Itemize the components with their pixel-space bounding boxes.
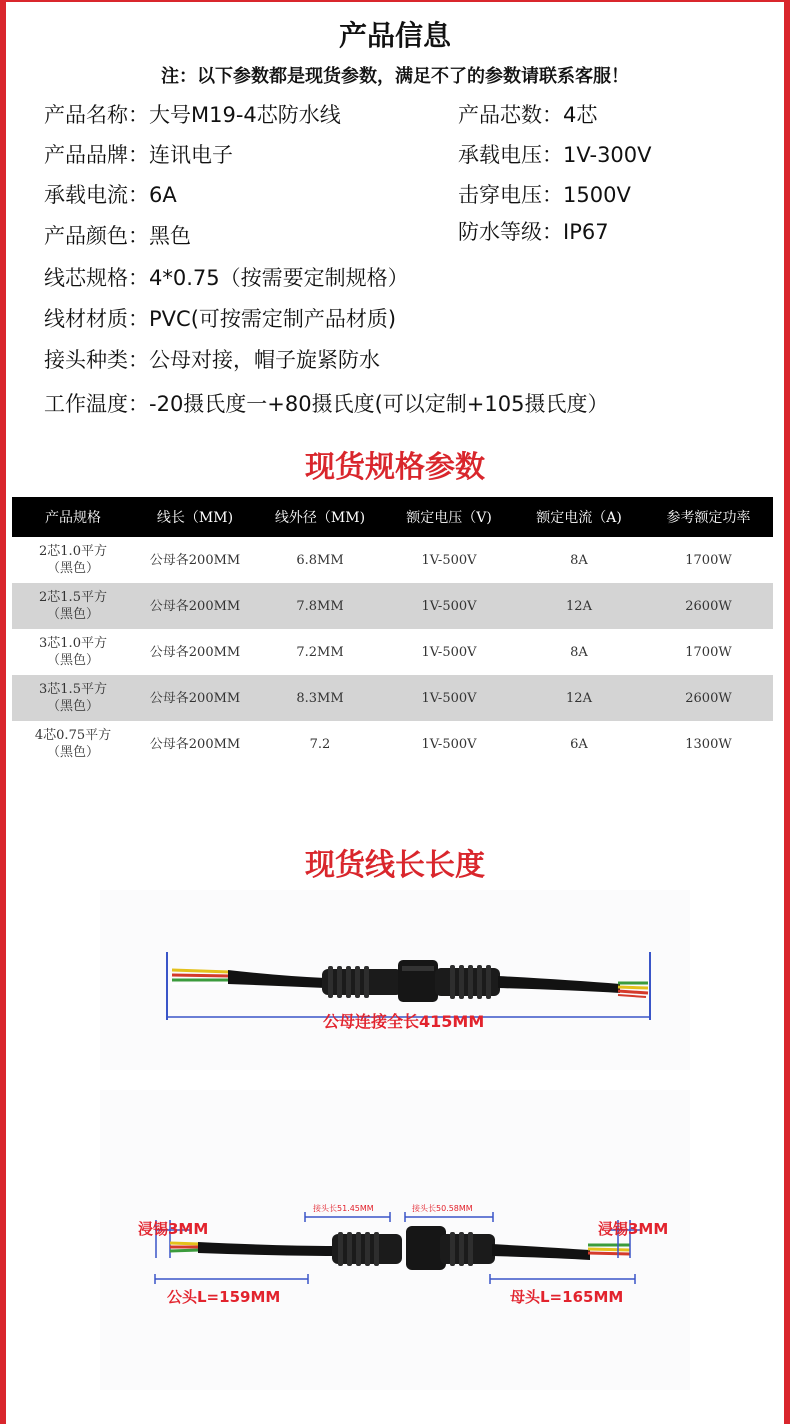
spec-temperature: 工作温度：-20摄氏度一+80摄氏度(可以定制+105摄氏度） bbox=[44, 392, 609, 416]
cell-spec-color: （黑色） bbox=[46, 653, 99, 668]
table-header bbox=[12, 497, 773, 537]
spec-breakdown-voltage: 击穿电压：1500V bbox=[458, 183, 631, 207]
stock-note: 注：以下参数都是现货参数，满足不了的参数请联系客服！ bbox=[161, 66, 629, 87]
cell-spec-size: 3芯1.5平方 bbox=[39, 682, 107, 697]
spec-brand: 产品品牌：连讯电子 bbox=[44, 143, 233, 167]
cell-spec-size: 4芯0.75平方 bbox=[34, 728, 112, 743]
cell-current: 8A bbox=[570, 552, 588, 568]
spec-core-size: 线芯规格：4*0.75（按需要定制规格） bbox=[44, 266, 409, 290]
cell-length: 公母各200MM bbox=[149, 598, 241, 614]
cell-diameter: 7.2 bbox=[309, 736, 331, 752]
spec-material: 线材材质：PVC(可按需定制产品材质) bbox=[44, 307, 397, 331]
spec-core-count: 产品芯数：4芯 bbox=[458, 103, 598, 127]
cell-length: 公母各200MM bbox=[149, 552, 241, 568]
cell-spec bbox=[12, 537, 134, 583]
spec-color: 产品颜色：黑色 bbox=[44, 224, 191, 248]
top-red-border bbox=[0, 0, 790, 2]
cell-spec-color: （黑色） bbox=[46, 745, 99, 760]
spec-product-name: 产品名称：大号M19-4芯防水线 bbox=[44, 103, 341, 127]
cell-spec bbox=[12, 675, 134, 721]
cell-spec bbox=[12, 583, 134, 629]
header-diameter: 线外径（MM) bbox=[274, 510, 366, 526]
spec-ip-rating: 防水等级：IP67 bbox=[458, 220, 609, 244]
cell-spec-size: 2芯1.5平方 bbox=[39, 590, 107, 605]
spec-table bbox=[12, 497, 773, 767]
spec-table-title: 现货规格参数 bbox=[305, 450, 485, 485]
cell-power: 2600W bbox=[685, 598, 732, 614]
male-length-label: 公头L=159MM bbox=[167, 1288, 281, 1306]
cell-voltage: 1V-500V bbox=[421, 736, 477, 752]
cell-current: 6A bbox=[570, 736, 588, 752]
male-connector-length: 接头长51.45MM bbox=[313, 1204, 374, 1213]
female-length-label: 母头L=165MM bbox=[510, 1288, 624, 1306]
length-section-title: 现货线长长度 bbox=[305, 848, 485, 883]
cell-length: 公母各200MM bbox=[149, 644, 241, 660]
header-voltage: 额定电压（V) bbox=[406, 510, 492, 526]
table-row bbox=[12, 537, 773, 583]
cell-diameter: 7.8MM bbox=[296, 598, 344, 614]
header-power: 参考额定功率 bbox=[666, 510, 751, 526]
cell-length: 公母各200MM bbox=[149, 736, 241, 752]
spec-rated-voltage: 承载电压：1V-300V bbox=[458, 143, 652, 167]
table-row bbox=[12, 583, 773, 629]
header-spec: 产品规格 bbox=[45, 510, 101, 526]
cell-voltage: 1V-500V bbox=[421, 552, 477, 568]
cell-power: 1700W bbox=[685, 552, 732, 568]
cell-spec bbox=[12, 721, 134, 767]
cell-spec bbox=[12, 629, 134, 675]
cell-current: 12A bbox=[566, 598, 592, 614]
cell-power: 1300W bbox=[685, 736, 732, 752]
spec-connector-type: 接头种类：公母对接，帽子旋紧防水 bbox=[44, 348, 380, 372]
cell-length: 公母各200MM bbox=[149, 690, 241, 706]
cell-diameter: 6.8MM bbox=[296, 552, 344, 568]
left-red-border bbox=[0, 0, 6, 1424]
cell-spec-size: 3芯1.0平方 bbox=[39, 636, 107, 651]
table-row bbox=[12, 721, 773, 767]
table-row bbox=[12, 629, 773, 675]
header-current: 额定电流（A) bbox=[536, 510, 622, 526]
separated-cable-photo bbox=[100, 1090, 690, 1390]
cell-spec-color: （黑色） bbox=[46, 561, 99, 576]
cell-spec-color: （黑色） bbox=[46, 607, 99, 622]
page-title: 产品信息 bbox=[338, 19, 451, 52]
cell-diameter: 7.2MM bbox=[296, 644, 344, 660]
cell-power: 1700W bbox=[685, 644, 732, 660]
total-length-label: 公母连接全长415MM bbox=[323, 1012, 485, 1031]
cell-current: 8A bbox=[570, 644, 588, 660]
table-row bbox=[12, 675, 773, 721]
cell-voltage: 1V-500V bbox=[421, 644, 477, 660]
spec-current: 承载电流：6A bbox=[44, 183, 177, 207]
full-cable-photo bbox=[100, 890, 690, 1070]
cell-spec-color: （黑色） bbox=[46, 699, 99, 714]
cell-current: 12A bbox=[566, 690, 592, 706]
tin-right-label: 浸锡3MM bbox=[598, 1220, 669, 1238]
cell-power: 2600W bbox=[685, 690, 732, 706]
right-red-border bbox=[784, 0, 790, 1424]
cell-voltage: 1V-500V bbox=[421, 598, 477, 614]
cell-voltage: 1V-500V bbox=[421, 690, 477, 706]
tin-left-label: 浸锡3MM bbox=[138, 1220, 209, 1238]
cell-diameter: 8.3MM bbox=[296, 690, 344, 706]
header-length: 线长（MM) bbox=[156, 510, 234, 526]
cell-spec-size: 2芯1.0平方 bbox=[39, 544, 107, 559]
female-connector-length: 接头长50.58MM bbox=[412, 1204, 473, 1213]
